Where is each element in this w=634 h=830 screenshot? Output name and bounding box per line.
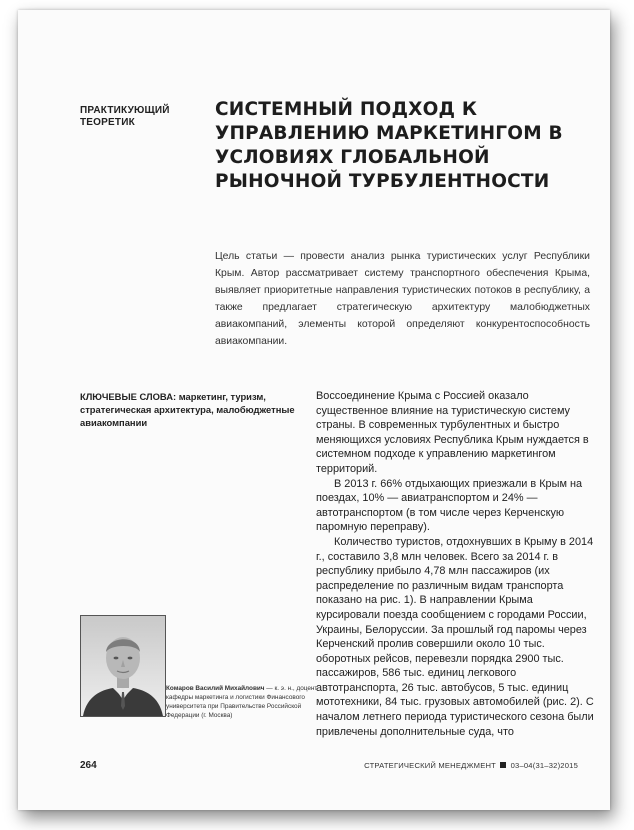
body-paragraph-2: В 2013 г. 66% отдыхающих приезжали в Крым на поездах, 10% — авиатранспортом и 24% — автотранспортом (в том числе через Керченскую паромную переправу).	[316, 477, 583, 534]
article-title: СИСТЕМНЫЙ ПОДХОД К УПРАВЛЕНИЮ МАРКЕТИНГОМ В УСЛОВИЯХ ГЛОБАЛЬНОЙ РЫНОЧНОЙ ТУРБУЛЕНТНОСТИ	[215, 99, 563, 192]
body-paragraph-3: Количество туристов, отдохнувших в Крыму в 2014 г., составило 3,8 млн человек. Всего за 2014 г. в республику прибыло 4,78 млн пассажиров (их распределение по различным видам транспорта показано на рис. 1). В направлении Крыма курсировали поезда сообщением с городами России, Украины, Белоруссии. За прошлый год паромы через Керченский пролив совершили около 10 тыс. оборотных рейсов, перевезли порядка 2900 тыс. пассажиров, 586 тыс. единиц легкового автотранспорта, 26 тыс. автобусов, 5 тыс. единиц мототехники, 84 тыс. грузовых автомобилей (рис. 2). С началом летнего периода туристического сезона были привлечены дополнительные суда, что	[316, 535, 594, 738]
keywords: КЛЮЧЕВЫЕ СЛОВА: маркетинг, туризм, стратегическая архитектура, малобюджетные авиакомпании	[80, 391, 295, 428]
page-number: 264	[80, 760, 97, 771]
article-abstract: Цель статьи — провести анализ рынка туристических услуг Республики Крым. Автор рассматривает систему транспортного обеспечения Крыма, выявляет приоритетные направления туристических потоков в республику, а также предлагает стратегическую архитектуру малобюджетных авиакомпаний, элементы которой определяют конкурентоспособность авиакомпании.	[215, 251, 590, 347]
author-details: — к. э. н., доцент кафедры маркетинга и логистики Финансового университета при Правительстве Российской Федерации (г. Москва)	[166, 685, 318, 719]
article-body	[316, 389, 598, 739]
journal-issue: 03–04(31–32)2015	[510, 761, 578, 770]
author-photo	[80, 615, 166, 717]
author-name: Комаров Василий Михайлович	[166, 685, 265, 692]
black-square-icon	[500, 762, 506, 768]
body-paragraph-1: Воссоединение Крыма с Россией оказало существенное влияние на туристическую систему страны. В современных турбулентных и быстро меняющихся условиях Республика Крым нуждается в системном подходе к управлению маркетингом территорий.	[316, 390, 589, 475]
author-info	[166, 684, 326, 720]
author-portrait-icon	[81, 616, 165, 716]
journal-page	[18, 10, 610, 810]
journal-footer	[364, 761, 578, 770]
journal-name: СТРАТЕГИЧЕСКИЙ МЕНЕДЖМЕНТ	[364, 761, 496, 770]
section-tag: ПРАКТИКУЮЩИЙ ТЕОРЕТИК	[80, 105, 170, 128]
